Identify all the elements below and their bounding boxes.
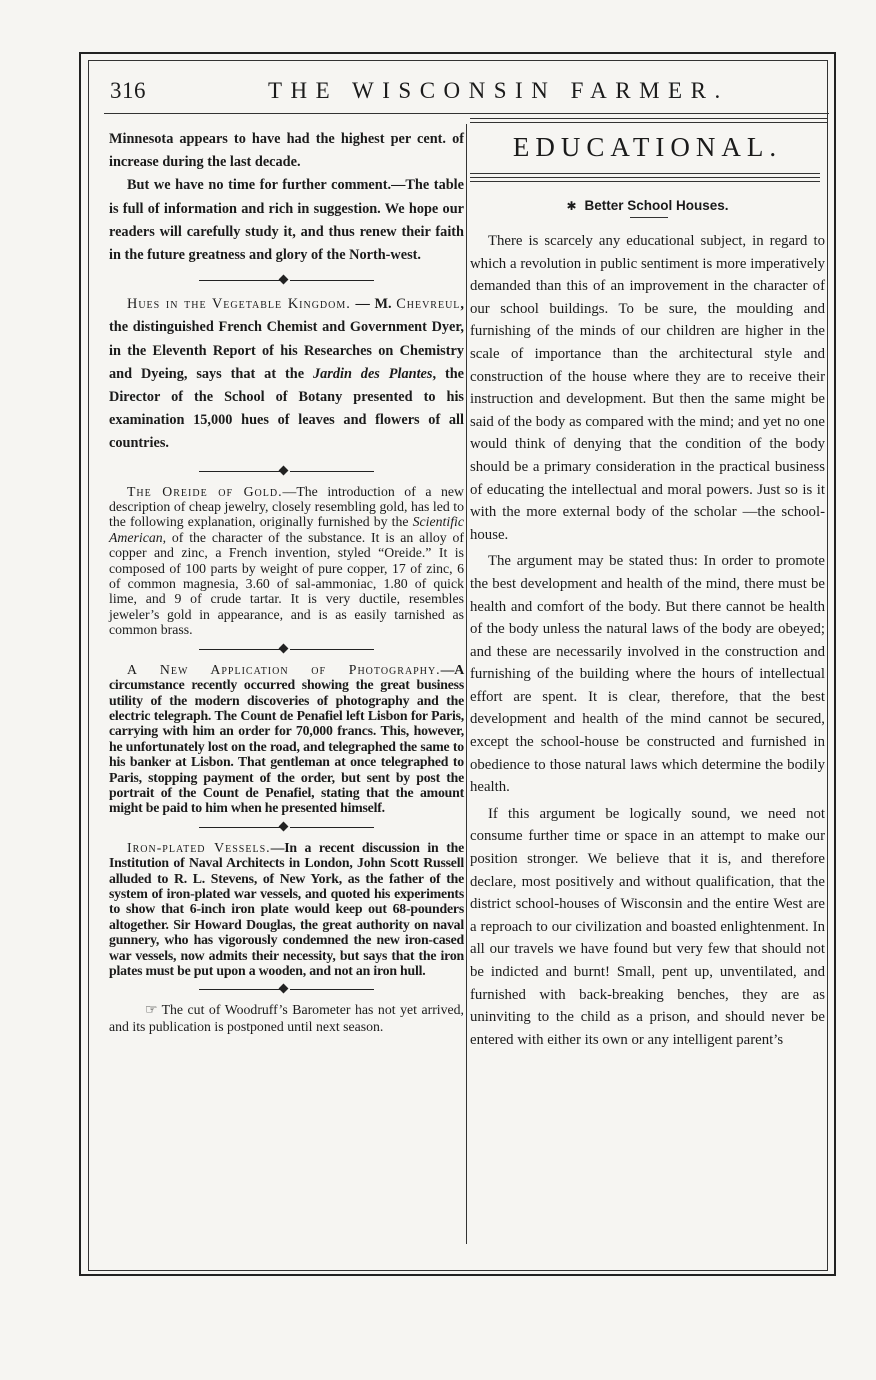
photography-paragraph bbox=[109, 662, 464, 816]
article-paragraph-1: There is scarcely any educational subject, in regard to which a revolution in public sentiment is more imperatively demanded than this of an improvement in the character of our school buildings. To be sure, the moulding and furnishing of the minds of our children are higher in the scale of importance than the architectural style and construction of the house where they are to receive their instruction and development. But then the same might be said of the body as compared with the mind; and yet no one would think of denying that the condition of the body should be a primary consideration in the practical business of educating the intellectual and moral powers. Just so is it with the more external body of the scholar —the school-house. bbox=[470, 233, 825, 543]
article-paragraph-2: The argument may be stated thus: In order to promote the best development and health of the mind, there must be health and comfort of the body. But there cannot be health of the body unless the natural laws of the body are obeyed; and these are necessarily involved in the construction and furnishing of the building where the hours of intellectual effort are spent. It is clear, therefore, that the best development and health of the mind cannot be secured, except the school-house be constructed and furnished in obedience to those natural laws which determine the bodily health. bbox=[470, 553, 825, 796]
article-title: Better School Houses. bbox=[584, 198, 729, 213]
right-column bbox=[470, 128, 825, 1051]
chevreul-name: Chevreul bbox=[396, 296, 461, 313]
section-rule-2 bbox=[470, 177, 820, 178]
running-title: THE WISCONSIN FARMER. bbox=[268, 78, 729, 103]
column-divider bbox=[466, 124, 467, 1244]
iron-vessels-body: —In a recent discussion in the Institution of Naval Architects in London, John Scott Russell alluded to R. L. Stevens, of New York, as the father of the system of iron-plated war vessels, and quoted his experiments to show that 6-inch iron plate would keep out 68-pounders altogether. Sir Howard Douglas, the great authority on naval gunnery, who has vigorously condemned the new iron-cased war vessels, now admits their necessity, but says that the iron plates must be put upon a wooden, and not an iron hull. bbox=[109, 839, 464, 979]
asterisk-icon: ✱ bbox=[566, 199, 577, 213]
photography-body: —A circumstance recently occurred showing the great business utility of the modern discoveries of photography and the electric telegraph. The Count de Penafiel left Lisbon for Paris, carrying with him an order for 70,000 francs. This, however, he unfortunately lost on the road, and telegraphed the same to his banker at Lisbon. That gentleman at once telegraphed to Paris, stopping payment of the order, but sent by post the portrait of the Count de Penafiel, stating that the amount might be paid to him when he presented himself. bbox=[109, 661, 464, 816]
ornament-divider bbox=[109, 820, 464, 834]
ornament-divider bbox=[109, 642, 464, 656]
ornament-divider bbox=[109, 273, 464, 287]
hues-paragraph bbox=[109, 293, 464, 455]
article-paragraph-3: If this argument be logically sound, we need not consume further time or space in an attempt to make our position stronger. We believe that it is, and therefore declare, most positively and without qualification, that the district school-houses of Wisconsin and the entire West are a reproach to our civilization and boasted enlightenment. In all our travels we have found but very few that should not be indicted and burnt! Small, pent up, unventilated, and furnished with back-breaking benches, they are as uninviting to the child as a prison, and should never be entered with either its own or any intelligent parent’s bbox=[470, 805, 825, 1048]
hues-place: Jardin des Plantes bbox=[312, 365, 433, 382]
intro-paragraph-2: But we have no time for further comment.—The table is full of information and rich in suggestion. We hope our readers will carefully study it, and thus renew their faith in the future greatness and glory of the North-west. bbox=[109, 177, 464, 264]
section-rule-3 bbox=[470, 181, 820, 182]
header-rule-right-2 bbox=[470, 122, 828, 123]
article-heading bbox=[470, 198, 825, 213]
section-title: EDUCATIONAL. bbox=[512, 132, 783, 162]
hues-body-start: — M. bbox=[350, 296, 397, 313]
intro-paragraph-1: Minnesota appears to have had the highest per cent. of increase during the last decade. bbox=[109, 131, 464, 171]
left-column bbox=[109, 128, 464, 1034]
hues-body: , the distinguished French Chemist and Government Dyer, in the Eleventh Report of his Researches on Chemistry and Dyeing, says that at the bbox=[109, 296, 464, 382]
photography-heading: A New Application of Photography. bbox=[127, 661, 441, 677]
oreide-body: —The introduction of a new description of cheap jewelry, closely resembling gold, has led to the following explanation, originally furnished by the bbox=[109, 483, 464, 530]
iron-vessels-paragraph bbox=[109, 840, 464, 979]
barometer-notice-body: The cut of Woodruff’s Barometer has not yet arrived, and its publication is postponed until next season. bbox=[109, 1002, 464, 1034]
hues-body-end: , the Director of the School of Botany presented to his examination 15,000 hues of leaves and flowers of all countries. bbox=[109, 365, 465, 452]
ornament-divider bbox=[109, 464, 464, 478]
page-number: 316 bbox=[110, 78, 146, 103]
pointing-hand-icon: ☞ bbox=[145, 1002, 158, 1019]
ornament-divider bbox=[109, 982, 464, 996]
oreide-heading: The Oreide of Gold. bbox=[127, 483, 283, 499]
oreide-paragraph bbox=[109, 484, 464, 638]
article-title-rule bbox=[630, 217, 668, 218]
barometer-notice bbox=[109, 1002, 464, 1034]
section-rule-1 bbox=[470, 173, 820, 174]
hues-heading: Hues in the Vegetable Kingdom. bbox=[127, 296, 351, 313]
iron-vessels-heading: Iron-plated Vessels. bbox=[127, 839, 271, 855]
oreide-body-end: , of the character of the substance. It is an alloy of copper and zinc, a French invention, styled “Oreide.” It is composed of 100 parts by weight of pure copper, 17 of zinc, 6 of common magnesia, 3.60 of sal-ammoniac, 1.80 of quick lime, and 9 of crude tartar. It is very ductile, resembles jeweler’s gold in appearance, and is as easily tarnished as common brass. bbox=[109, 529, 464, 638]
oreide-source: Scientific American bbox=[109, 514, 464, 545]
page-header bbox=[110, 78, 830, 114]
header-rule bbox=[104, 113, 829, 114]
header-rule-right-1 bbox=[470, 118, 828, 119]
